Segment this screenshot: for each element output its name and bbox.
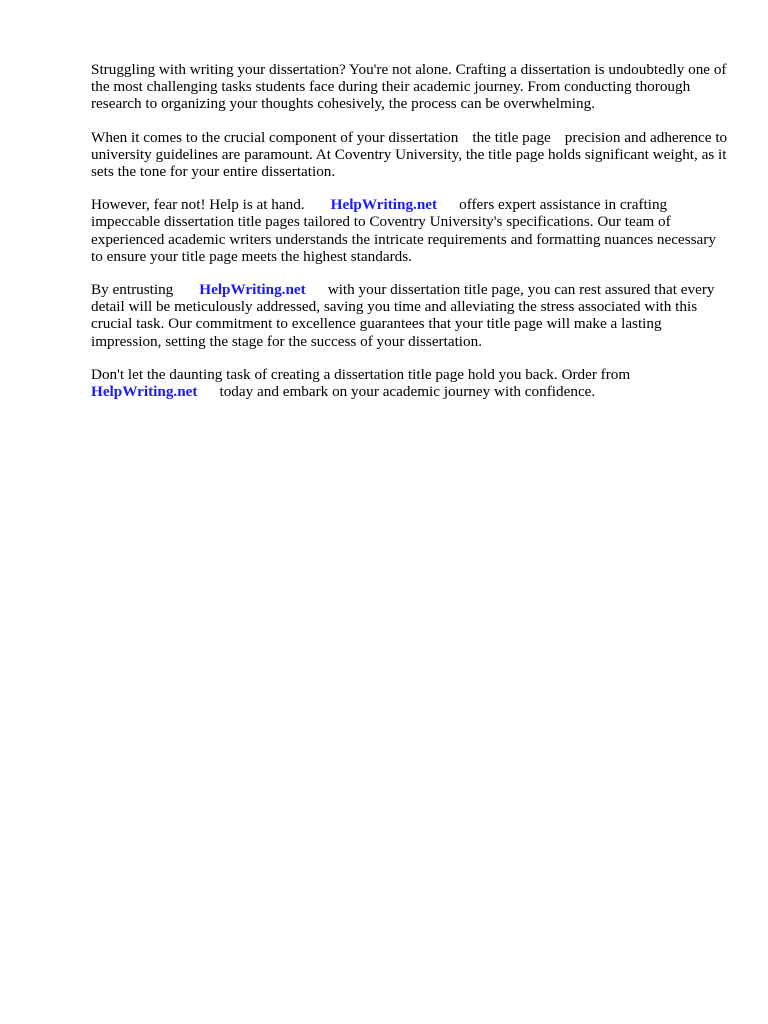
paragraph-help-text-b: offers expert assistance in crafting impeccable dissertation title pages tailored to Coventry University's specifications. Our team of experienced academic writers understands the intricate requirements and formatting nuances necessary to ensure your title page meets the highest standards. bbox=[91, 196, 716, 265]
paragraph-order-text-b: today and embark on your academic journey with confidence. bbox=[219, 383, 596, 401]
paragraph-entrusting bbox=[91, 281, 731, 350]
paragraph-order bbox=[91, 366, 731, 400]
paragraph-entrusting-text-a: By entrusting bbox=[91, 281, 174, 299]
paragraph-title-page-text-a: When it comes to the crucial component of your dissertation bbox=[91, 128, 459, 146]
document-page bbox=[91, 61, 731, 416]
helpwriting-link[interactable]: HelpWriting.net bbox=[91, 383, 198, 401]
helpwriting-link[interactable]: HelpWriting.net bbox=[330, 196, 438, 214]
paragraph-help-text-a: However, fear not! Help is at hand. bbox=[91, 196, 305, 214]
paragraph-title-page bbox=[91, 129, 731, 181]
helpwriting-link[interactable]: HelpWriting.net bbox=[199, 281, 306, 299]
paragraph-intro-text: Struggling with writing your dissertation? You're not alone. Crafting a dissertation is undoubtedly one of the most challenging tasks students face during their academic journey. From conducting thorough research to organizing your thoughts cohesively, the process can be overwhelming. bbox=[91, 61, 727, 113]
paragraph-entrusting-text-b: with your dissertation title page, you can rest assured that every detail will be meticulously addressed, saving you time and alleviating the stress associated with this crucial task. Our commitment to excellence guarantees that your title page will make a lasting impression, setting the stage for the success of your dissertation. bbox=[91, 281, 715, 350]
paragraph-title-page-text-b: the title page bbox=[472, 128, 551, 146]
paragraph-order-text-a: Don't let the daunting task of creating a dissertation title page hold you back. Order from bbox=[91, 365, 631, 383]
paragraph-title-page-text-c: precision and adherence to university guidelines are paramount. At Coventry University, the title page holds significant weight, as it sets the tone for your entire dissertation. bbox=[91, 128, 728, 181]
paragraph-help bbox=[91, 196, 731, 265]
paragraph-intro bbox=[91, 61, 731, 113]
